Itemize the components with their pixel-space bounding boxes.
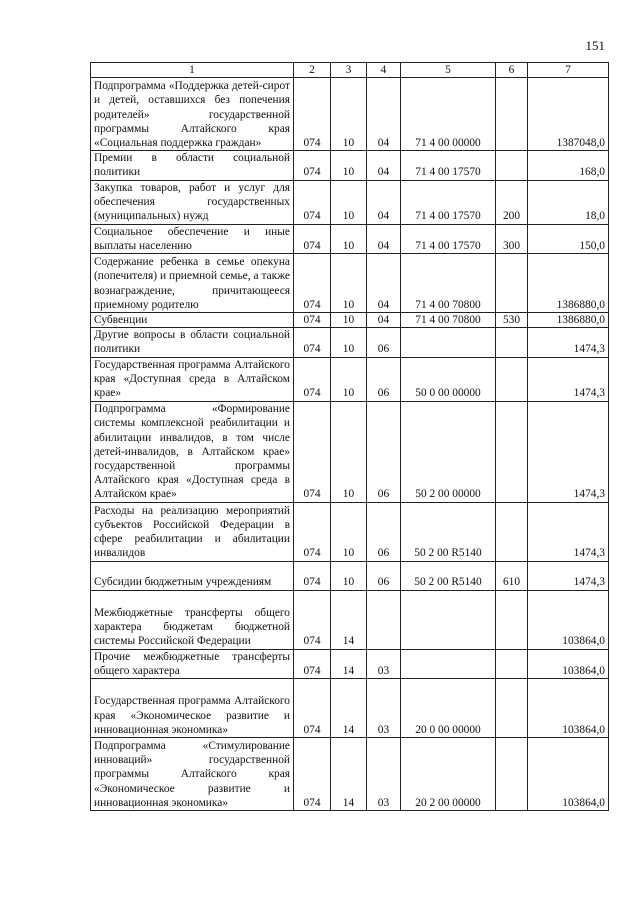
table-row: [91, 78, 609, 151]
row-name: Субвенции: [91, 313, 294, 328]
row-vr: 200: [496, 180, 528, 224]
row-pr: [367, 590, 401, 649]
row-rz: 14: [331, 738, 367, 811]
row-vr: [496, 254, 528, 313]
table-row: [91, 649, 609, 678]
row-vr: [496, 649, 528, 678]
row-name: Закупка товаров, работ и услуг для обеспечения государственных (муниципальных) нужд: [91, 180, 294, 224]
row-ved: 074: [294, 679, 331, 738]
row-pr: 04: [367, 224, 401, 253]
row-sum: 168,0: [528, 151, 609, 180]
row-csr: 71 4 00 00000: [401, 78, 496, 151]
row-csr: [401, 649, 496, 678]
col-header-1: 1: [91, 63, 294, 78]
row-name: Прочие межбюджетные трансферты общего характера: [91, 649, 294, 678]
row-vr: 610: [496, 561, 528, 590]
header-row: [91, 63, 609, 78]
row-rz: 10: [331, 313, 367, 328]
row-ved: 074: [294, 401, 331, 502]
table-row: [91, 151, 609, 180]
row-vr: [496, 590, 528, 649]
row-sum: 1386880,0: [528, 313, 609, 328]
col-header-7: 7: [528, 63, 609, 78]
table-row: [91, 224, 609, 253]
table-row: [91, 590, 609, 649]
row-rz: 10: [331, 78, 367, 151]
row-name: Подпрограмма «Стимулирование инноваций» государственной программы Алтайского края «Экономическое развитие и инновационная экономика»: [91, 738, 294, 811]
row-ved: 074: [294, 357, 331, 401]
row-ved: 074: [294, 590, 331, 649]
row-rz: 14: [331, 679, 367, 738]
row-sum: 1387048,0: [528, 78, 609, 151]
page-number: 151: [585, 38, 605, 53]
row-csr: 71 4 00 70800: [401, 313, 496, 328]
row-pr: 06: [367, 357, 401, 401]
row-pr: 06: [367, 561, 401, 590]
row-pr: 03: [367, 679, 401, 738]
row-rz: 14: [331, 649, 367, 678]
table-row: [91, 738, 609, 811]
row-sum: 150,0: [528, 224, 609, 253]
row-sum: 103864,0: [528, 738, 609, 811]
row-csr: 50 2 00 00000: [401, 401, 496, 502]
row-pr: 04: [367, 313, 401, 328]
row-csr: 50 2 00 R5140: [401, 502, 496, 561]
table-row: [91, 180, 609, 224]
row-csr: 50 2 00 R5140: [401, 561, 496, 590]
row-sum: 1474,3: [528, 328, 609, 357]
table-row: [91, 254, 609, 313]
row-vr: [496, 357, 528, 401]
row-name: Премии в области социальной политики: [91, 151, 294, 180]
row-sum: 1474,3: [528, 502, 609, 561]
row-name: Социальное обеспечение и иные выплаты населению: [91, 224, 294, 253]
row-pr: 04: [367, 78, 401, 151]
table-row: [91, 401, 609, 502]
row-ved: 074: [294, 328, 331, 357]
row-pr: 03: [367, 738, 401, 811]
table-row: [91, 328, 609, 357]
row-rz: 10: [331, 357, 367, 401]
row-sum: 1474,3: [528, 561, 609, 590]
row-vr: [496, 401, 528, 502]
row-vr: 530: [496, 313, 528, 328]
row-name: Межбюджетные трансферты общего характера бюджетам бюджетной системы Российской Федерации: [91, 590, 294, 649]
row-rz: 10: [331, 328, 367, 357]
col-header-4: 4: [367, 63, 401, 78]
row-vr: 300: [496, 224, 528, 253]
row-csr: 50 0 00 00000: [401, 357, 496, 401]
row-pr: 04: [367, 254, 401, 313]
col-header-2: 2: [294, 63, 331, 78]
row-csr: 20 2 00 00000: [401, 738, 496, 811]
row-csr: 71 4 00 17570: [401, 180, 496, 224]
row-sum: 103864,0: [528, 649, 609, 678]
table-row: [91, 502, 609, 561]
row-sum: 18,0: [528, 180, 609, 224]
row-ved: 074: [294, 649, 331, 678]
row-ved: 074: [294, 561, 331, 590]
col-header-6: 6: [496, 63, 528, 78]
row-ved: 074: [294, 254, 331, 313]
row-sum: 1474,3: [528, 401, 609, 502]
row-name: Другие вопросы в области социальной политики: [91, 328, 294, 357]
row-vr: [496, 328, 528, 357]
row-name: Государственная программа Алтайского края «Экономическое развитие и инновационная экономика»: [91, 679, 294, 738]
row-csr: 71 4 00 70800: [401, 254, 496, 313]
row-rz: 14: [331, 590, 367, 649]
row-name: Подпрограмма «Формирование системы комплексной реабилитации и абилитации инвалидов, в том числе детей-инвалидов, в Алтайском крае» государственной программы Алтайского края «Доступная среда в Алтайском крае»: [91, 401, 294, 502]
row-csr: 20 0 00 00000: [401, 679, 496, 738]
row-csr: 71 4 00 17570: [401, 224, 496, 253]
row-vr: [496, 151, 528, 180]
row-rz: 10: [331, 151, 367, 180]
row-sum: 1386880,0: [528, 254, 609, 313]
row-csr: [401, 328, 496, 357]
row-rz: 10: [331, 224, 367, 253]
table-row: [91, 313, 609, 328]
row-ved: 074: [294, 313, 331, 328]
row-pr: 04: [367, 151, 401, 180]
row-pr: 04: [367, 180, 401, 224]
row-pr: 06: [367, 328, 401, 357]
col-header-5: 5: [401, 63, 496, 78]
row-name: Содержание ребенка в семье опекуна (попечителя) и приемной семье, а также вознаграждение, причитающееся приемному родителю: [91, 254, 294, 313]
row-sum: 103864,0: [528, 590, 609, 649]
row-rz: 10: [331, 561, 367, 590]
row-vr: [496, 679, 528, 738]
row-name: Субсидии бюджетным учреждениям: [91, 561, 294, 590]
row-pr: 03: [367, 649, 401, 678]
row-ved: 074: [294, 78, 331, 151]
row-name: Расходы на реализацию мероприятий субъектов Российской Федерации в сфере реабилитации и абилитации инвалидов: [91, 502, 294, 561]
table-row: [91, 357, 609, 401]
row-ved: 074: [294, 502, 331, 561]
row-ved: 074: [294, 151, 331, 180]
row-ved: 074: [294, 224, 331, 253]
row-name: Государственная программа Алтайского края «Доступная среда в Алтайском крае»: [91, 357, 294, 401]
row-ved: 074: [294, 738, 331, 811]
row-vr: [496, 78, 528, 151]
row-pr: 06: [367, 401, 401, 502]
row-vr: [496, 738, 528, 811]
row-sum: 103864,0: [528, 679, 609, 738]
row-rz: 10: [331, 401, 367, 502]
row-rz: 10: [331, 254, 367, 313]
row-ved: 074: [294, 180, 331, 224]
row-csr: 71 4 00 17570: [401, 151, 496, 180]
row-pr: 06: [367, 502, 401, 561]
col-header-3: 3: [331, 63, 367, 78]
row-vr: [496, 502, 528, 561]
table-row: [91, 679, 609, 738]
row-name: Подпрограмма «Поддержка детей-сирот и детей, оставшихся без попечения родителей» государственной программы Алтайского края «Социальная поддержка граждан»: [91, 78, 294, 151]
row-csr: [401, 590, 496, 649]
budget-table: [90, 62, 609, 811]
row-rz: 10: [331, 180, 367, 224]
table-row: [91, 561, 609, 590]
row-sum: 1474,3: [528, 357, 609, 401]
row-rz: 10: [331, 502, 367, 561]
